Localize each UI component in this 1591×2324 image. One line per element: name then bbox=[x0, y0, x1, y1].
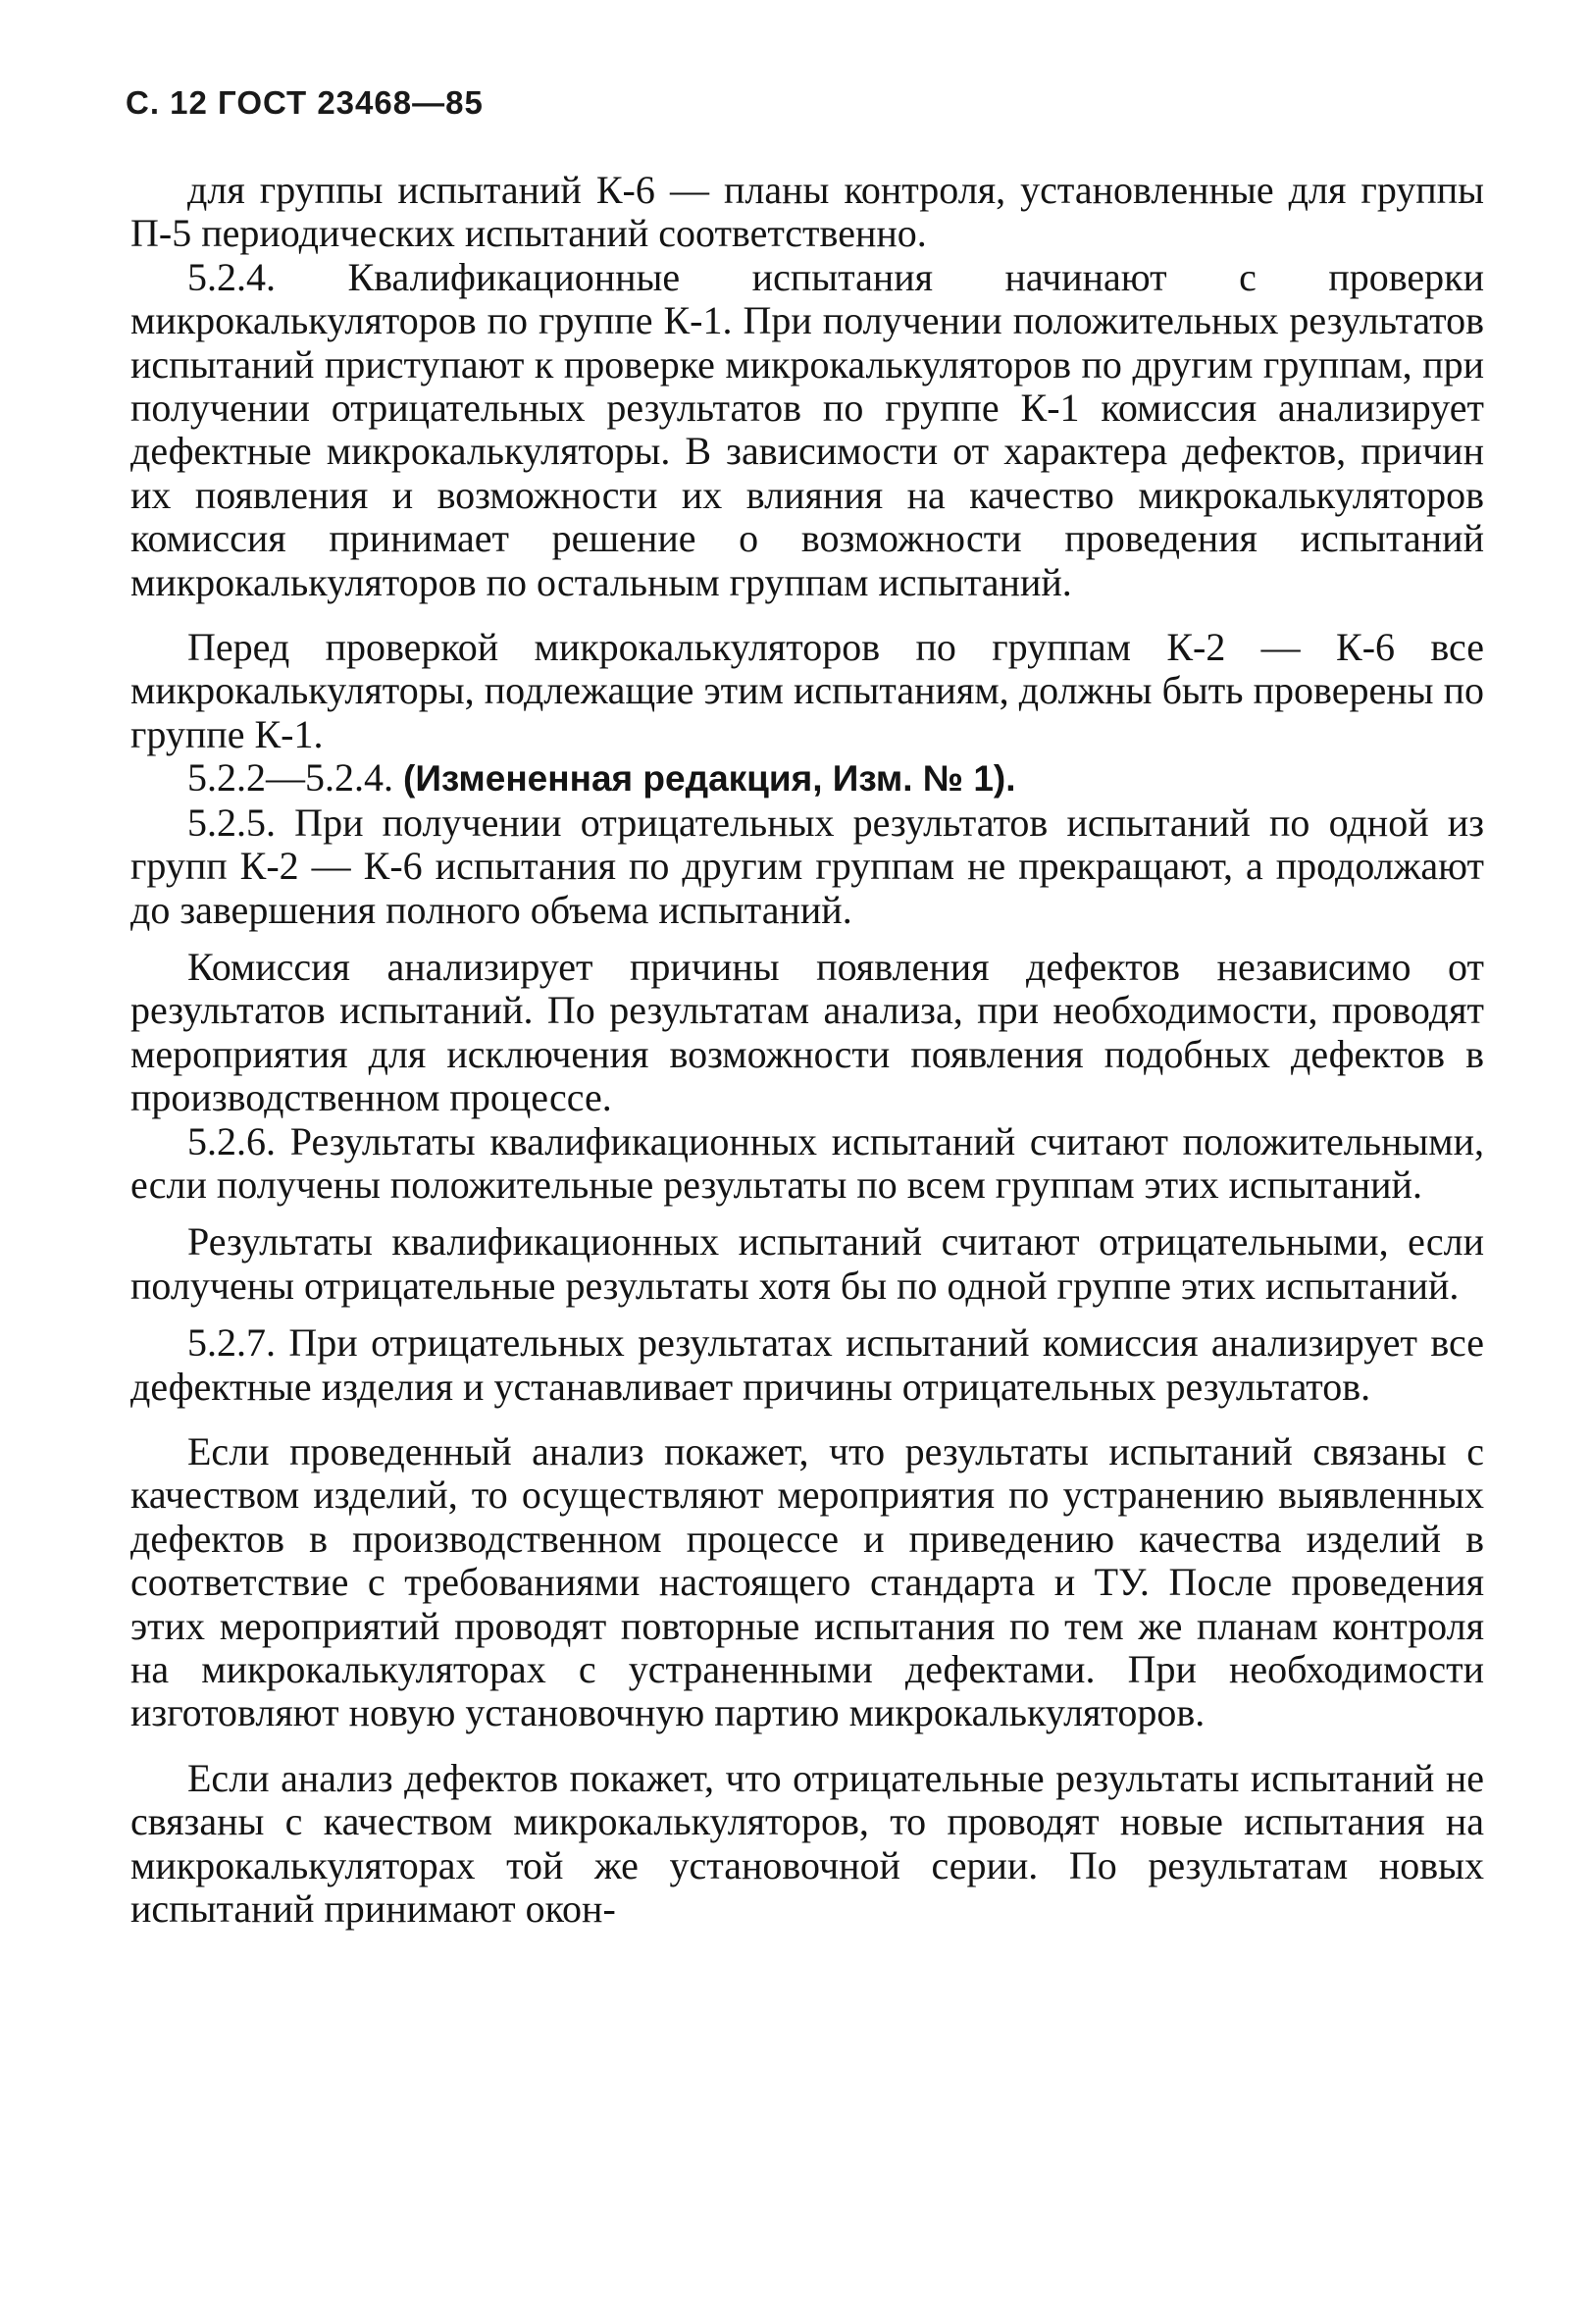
paragraph-before-check: Перед проверкой микрокалькуляторов по группам К-2 — К-6 все микрокалькуляторы, подлежащие этим испытаниям, должны быть проверены по группе К-1. bbox=[130, 625, 1484, 756]
document-body bbox=[130, 169, 1484, 1931]
paragraph-5-2-4: 5.2.4. Квалификационные испытания начинают с проверки микрокалькуляторов по группе К-1. При получении положительных результатов испытаний приступают к проверке микрокалькуляторов по другим группам, при получении отрицательных результатов по группе К-1 комиссия анализирует дефектные микрокалькуляторы. В зависимости от характера дефектов, причин их появления и возможности их влияния на качество микрокалькуляторов комиссия принимает решение о возможности проведения испытаний микрокалькуляторов по остальным группам испытаний. bbox=[130, 254, 1484, 604]
paragraph-continuation: для группы испытаний К-6 — планы контроля, установленные для группы П-5 периодических испытаний соответственно. bbox=[130, 168, 1484, 256]
amendment-note: (Измененная редакция, Изм. № 1). bbox=[403, 758, 1016, 800]
paragraph-if-defects: Если анализ дефектов покажет, что отрицательные результаты испытаний не связаны с качеством микрокалькуляторов, то проводят новые испытания на микрокалькуляторах той же установочной серии. По результатам новых испытаний принимают окон- bbox=[130, 1755, 1484, 1932]
paragraph-if-analysis: Если проведенный анализ покажет, что результаты испытаний связаны с качеством изделий, то осуществляют мероприятия по устранению выявленных дефектов в производственном процессе и приведению качества изделий в соответствие с требованиями настоящего стандарта и ТУ. После проведения этих мероприятий проводят повторные испытания по тем же планам контроля на микрокалькуляторах с устраненными дефектами. При необходимости изготовляют новую установочную партию микрокалькуляторов. bbox=[130, 1428, 1484, 1735]
page-header: С. 12 ГОСТ 23468—85 bbox=[126, 84, 484, 121]
paragraph-commission: Комиссия анализирует причины появления дефектов независимо от результатов испытаний. По результатам анализа, при необходимости, проводят мероприятия для исключения возможности появления подобных дефектов в производственном процессе. bbox=[130, 944, 1484, 1120]
paragraph-negative-results: Результаты квалификационных испытаний считают отрицательными, если получены отрицательные результаты хотя бы по одной группе этих испытаний. bbox=[130, 1219, 1484, 1308]
paragraph-amendment bbox=[130, 756, 1484, 800]
paragraph-5-2-7: 5.2.7. При отрицательных результатах испытаний комиссия анализирует все дефектные изделия и устанавливает причины отрицательных результатов. bbox=[130, 1320, 1484, 1409]
paragraph-5-2-6: 5.2.6. Результаты квалификационных испытаний считают положительными, если получены положительные результаты по всем группам этих испытаний. bbox=[130, 1118, 1484, 1207]
amendment-clauses: 5.2.2—5.2.4. bbox=[187, 755, 403, 800]
paragraph-5-2-5: 5.2.5. При получении отрицательных результатов испытаний по одной из групп К-2 — К-6 испытания по другим группам не прекращают, а продолжают до завершения полного объема испытаний. bbox=[130, 800, 1484, 932]
